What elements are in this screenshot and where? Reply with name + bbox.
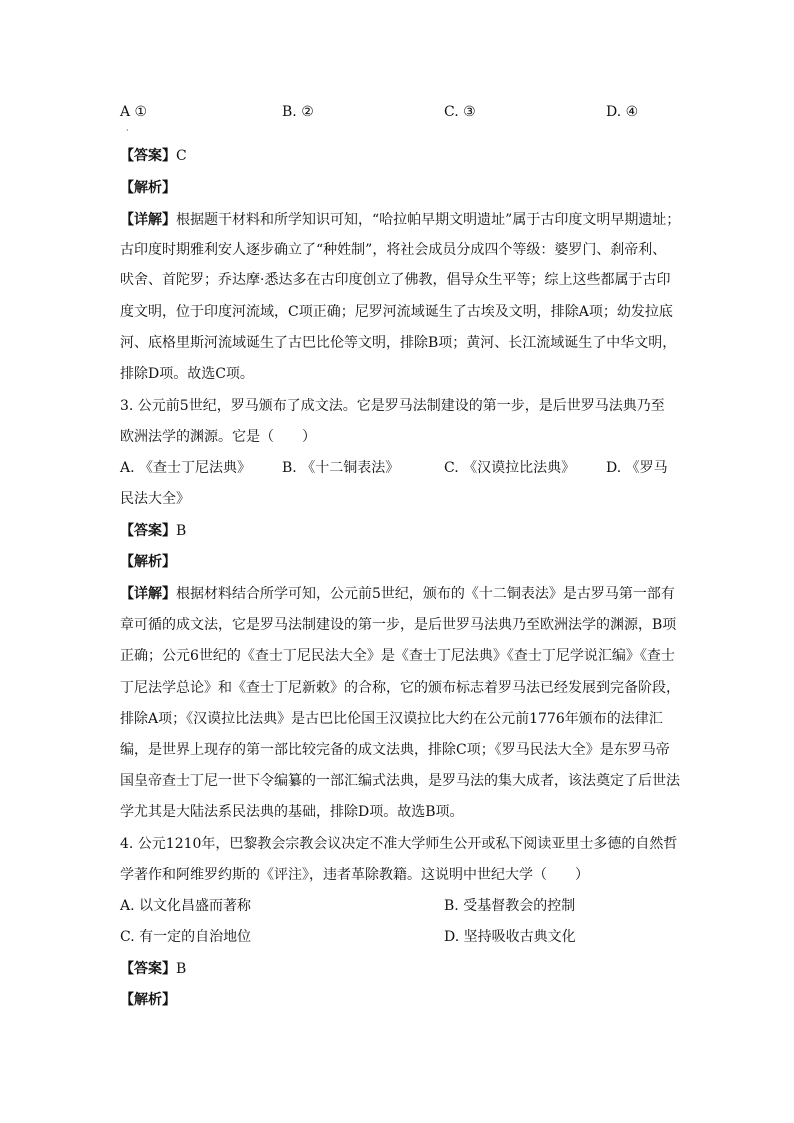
q3-detail-line: 正确；公元6世纪的《查士丁尼民法大全》是《查士丁尼法典》《查士丁尼学说汇编》《查士 (120, 648, 675, 664)
q3-detail-line: 章可循的成文法，它是罗马法制建设的第一步，是后世罗马法典乃至欧洲法学的渊源，B项 (120, 617, 677, 633)
q2-detail-line: 吠舍、首陀罗；乔达摩·悉达多在古印度创立了佛教，倡导众生平等；综上这些都属于古印 (120, 272, 671, 288)
q2-detail-line: 河、底格里斯河流域诞生了古巴比伦等文明，排除B项；黄河、长江流域诞生了中华文明， (120, 335, 677, 351)
q3-answer (120, 520, 186, 540)
answer-value: B (176, 523, 187, 539)
q4-option-c: C. 有一定的自治地位 (120, 929, 252, 945)
q4-answer (120, 958, 186, 978)
answer-tag: 【答案】 (120, 148, 176, 164)
q4-option-a: A. 以文化昌盛而著称 (120, 898, 252, 914)
q3-option-a: A. 《查士丁尼法典》 (120, 460, 252, 476)
detail-text: 根据题干材料和所学知识可知，“哈拉帕早期文明遗址”属于古印度文明早期遗址； (176, 212, 681, 228)
stray-mark: · (126, 126, 129, 135)
q2-analysis-label: 【解析】 (120, 180, 176, 196)
q4-option-b: B. 受基督教会的控制 (444, 898, 576, 914)
q4-stem-line: 4. 公元1210年，巴黎教会宗教会议决定不准大学师生公开或私下阅读亚里士多德的自然哲 (120, 836, 678, 852)
q4-stem-line: 学著作和阿维罗约斯的《评注》，违者革除教籍。这说明中世纪大学（ ） (120, 867, 589, 883)
q3-option-b: B. 《十二铜表法》 (282, 460, 400, 476)
q3-detail-line: 国皇帝查士丁尼一世下令编纂的一部汇编式法典，是罗马法的集大成者，该法奠定了后世法 (120, 773, 680, 789)
answer-tag: 【答案】 (120, 523, 176, 539)
answer-value: C (176, 148, 187, 164)
q2-detail-line: 度文明，位于印度河流域，C项正确；尼罗河流域诞生了古埃及文明，排除A项；幼发拉底 (120, 304, 673, 320)
q3-analysis-label: 【解析】 (120, 554, 176, 570)
q3-stem-line: 3. 公元前5世纪，罗马颁布了成文法。它是罗马法制建设的第一步，是后世罗马法典乃至 (120, 398, 665, 414)
answer-tag: 【答案】 (120, 961, 176, 977)
q3-option-c: C. 《汉谟拉比法典》 (444, 460, 576, 476)
q3-detail-line: 丁尼法学总论》和《查士丁尼新敕》的合称，它的颁布标志着罗马法已经发展到完备阶段， (120, 680, 680, 696)
q2-option-c: C. ③ (444, 104, 476, 120)
detail-tag: 【详解】 (120, 586, 176, 602)
q3-detail-line: 排除A项；《汉谟拉比法典》是古巴比伦国王汉谟拉比大约在公元前1776年颁布的法律汇 (120, 711, 663, 727)
q3-detail-line: 学尤其是大陆法系民法典的基础，排除D项。故选B项。 (120, 804, 464, 820)
q2-detail-line (120, 209, 680, 229)
q3-option-d-continued: 民法大全》 (120, 491, 190, 507)
q3-detail-line (120, 583, 675, 603)
q2-answer (120, 145, 187, 165)
q3-detail-line: 编，是世界上现存的第一部比较完备的成文法典，排除C项；《罗马民法大全》是东罗马帝 (120, 742, 670, 758)
detail-text: 根据材料结合所学可知，公元前5世纪，颁布的《十二铜表法》是古罗马第一部有 (176, 586, 675, 602)
answer-value: B (176, 961, 187, 977)
q3-stem-line: 欧洲法学的渊源。它是（ ） (120, 429, 316, 445)
q2-option-a: A ① (120, 104, 148, 120)
q2-detail-line: 排除D项。故选C项。 (120, 366, 254, 382)
q2-option-b: B. ② (282, 104, 314, 120)
q4-option-d: D. 坚持吸收古典文化 (444, 929, 576, 945)
q2-detail-line: 古印度时期雅利安人逐步确立了“种姓制”，将社会成员分成四个等级：婆罗门、刹帝利、 (120, 242, 667, 258)
q3-option-d: D. 《罗马 (606, 460, 668, 476)
q2-option-d: D. ④ (606, 104, 639, 120)
detail-tag: 【详解】 (120, 212, 176, 228)
q4-analysis-label: 【解析】 (120, 992, 176, 1008)
